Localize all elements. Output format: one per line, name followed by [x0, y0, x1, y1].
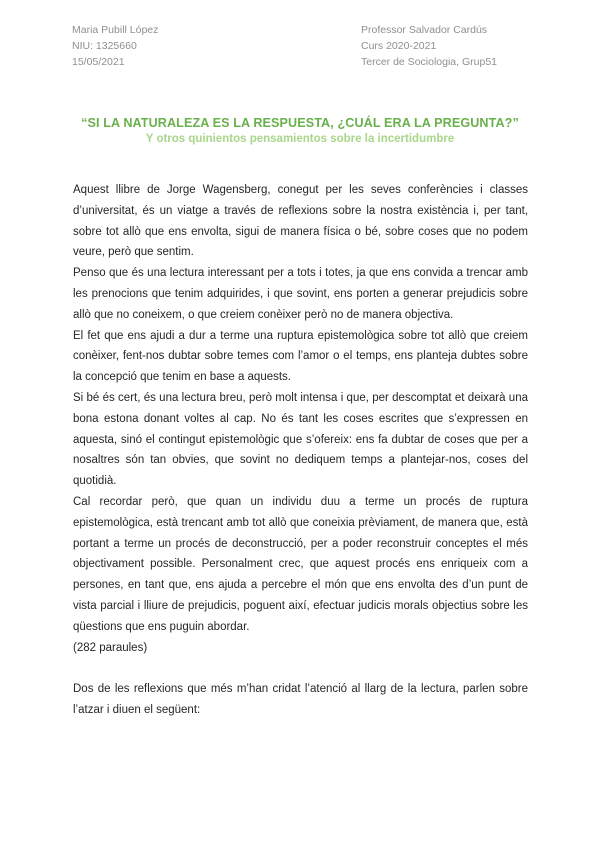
course-info-block [361, 22, 497, 70]
author-name: Maria Pubill López [72, 24, 159, 36]
word-count: (282 paraules) [73, 641, 148, 654]
professor-name: Professor Salvador Cardús [361, 24, 488, 36]
author-info-block [72, 22, 158, 70]
paragraph: Aquest llibre de Jorge Wagensberg, conegut per les seves conferències i classes d’universitat, és un viatge a través de reflexions sobre la nostra existència i, per tant, sobre tot allò que ens envolta, sigui de manera física o bé, sobre coses que no podem veure, però que sentim. [73, 184, 528, 259]
document-title: “SI LA NATURALEZA ES LA RESPUESTA, ¿CUÁL ERA LA PREGUNTA?” [81, 116, 519, 130]
paragraph: Si bé és cert, és una lectura breu, però molt intensa i que, per descomptat et deixarà una bona estona donant voltes al cap. No és tant les coses escrites que s’expressen en aquesta, sinó el contingut epistemològic que s’ofereix: ens fa dubtar de coses que per a nosaltres són tan obvies, que sovint no dediquem temps a plantejar-nos, coses del quotidià. [73, 391, 528, 488]
document-body [73, 180, 528, 721]
paragraph-spacer [73, 658, 528, 679]
student-id: NIU: 1325660 [72, 40, 137, 52]
paragraph: El fet que ens ajudi a dur a terme una ruptura epistemològica sobre tot allò que creiem conèixer, fent-nos dubtar sobre temes com l’amor o el temps, ens planteja dubtes sobre la concepció que tenim en base a aquests. [73, 329, 528, 384]
course-year: Curs 2020-2021 [361, 40, 437, 52]
document-subtitle: Y otros quinientos pensamientos sobre la incertidumbre [145, 133, 455, 145]
paragraph: Cal recordar però, que quan un individu duu a terme un procés de ruptura epistemològica, està trencant amb tot allò que coneixia prèviament, de manera que, està portant a terme un procés de deconstrucció, per a poder reconstruir conceptes el més objectivament possible. Personalment crec, que aquest procés ens enriqueix com a persones, en tant que, ens ajuda a percebre el món que ens envolta des d’un punt de vista parcial i lliure de prejudicis, poguent així, efectuar judicis morals objectius sobre les qüestions que ens puguin abordar. [73, 495, 528, 633]
course-group: Tercer de Sociologia, Grup51 [361, 56, 497, 68]
closing-paragraph: Dos de les reflexions que més m’han cridat l’atenció al llarg de la lectura, parlen sobre l’atzar i diuen el següent: [73, 683, 528, 716]
document-date: 15/05/2021 [72, 56, 125, 68]
paragraph: Penso que és una lectura interessant per a tots i totes, ja que ens convida a trencar amb les prenocions que tenim adquirides, i que sovint, ens porten a generar prejudicis sobre allò que no coneixem, o que creiem conèixer però no de manera objectiva. [73, 267, 528, 321]
